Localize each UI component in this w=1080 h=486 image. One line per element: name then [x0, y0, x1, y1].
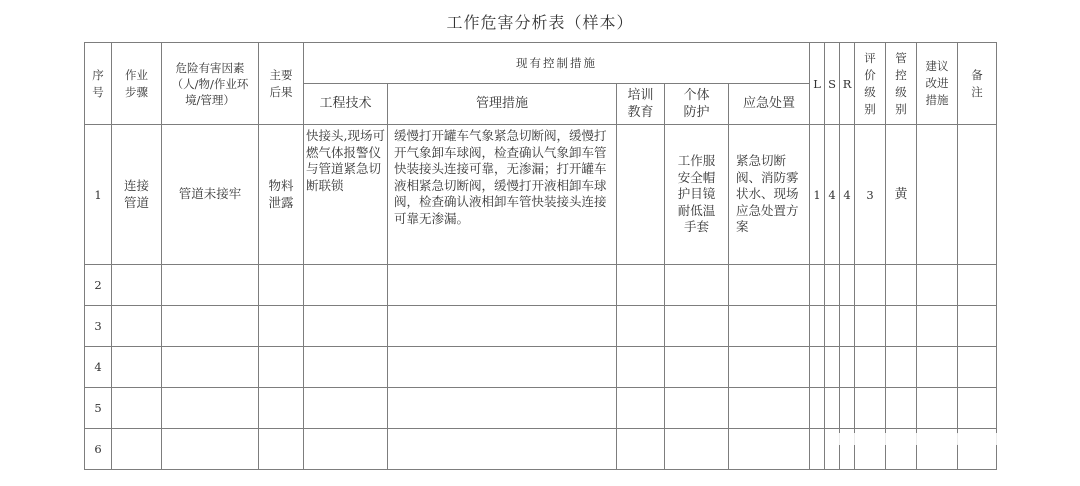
table-row — [85, 306, 997, 347]
table-row — [85, 125, 997, 265]
row-seq: 5 — [85, 388, 112, 429]
hazard-analysis-table — [84, 42, 997, 470]
table-row — [85, 388, 997, 429]
row-r: 4 — [840, 125, 855, 265]
header-consequence: 主要后果 — [259, 43, 304, 125]
header-training: 培训教育 — [617, 84, 665, 125]
header-control-level: 管控级别 — [886, 43, 917, 125]
header-rating: 评价级别 — [855, 43, 886, 125]
row-seq: 1 — [85, 125, 112, 265]
row-remarks — [958, 125, 997, 265]
header-l: L — [810, 43, 825, 125]
header-engineering: 工程技术 — [304, 84, 388, 125]
header-management: 管理措施 — [388, 84, 617, 125]
row-s: 4 — [825, 125, 840, 265]
row-training — [617, 125, 665, 265]
table-title: 工作危害分析表（样本） — [446, 13, 634, 32]
row-emergency: 紧急切断阀、消防雾状水、现场应急处置方案 — [729, 125, 810, 265]
header-s: S — [825, 43, 840, 125]
row-hazard: 管道未接牢 — [162, 125, 259, 265]
row-ppe: 工作服安全帽护目镜耐低温手套 — [665, 125, 729, 265]
row-seq: 6 — [85, 429, 112, 470]
header-seq: 序号 — [85, 43, 112, 125]
header-hazard: 危险有害因素（人/物/作业环境/管理） — [162, 43, 259, 125]
row-step: 连接管道 — [112, 125, 162, 265]
row-control-level: 黄 — [886, 125, 917, 265]
row-suggestion — [917, 125, 958, 265]
header-emergency: 应急处置 — [729, 84, 810, 125]
row-seq: 2 — [85, 265, 112, 306]
header-existing-controls: 现有控制措施 — [304, 43, 810, 84]
row-seq: 3 — [85, 306, 112, 347]
table-row — [85, 347, 997, 388]
row-rating: 3 — [855, 125, 886, 265]
header-suggestion: 建议改进措施 — [917, 43, 958, 125]
watermark-overlay — [828, 430, 1028, 448]
row-consequence: 物料泄露 — [259, 125, 304, 265]
row-engineering: 快接头,现场可燃气体报警仪与管道紧急切断联锁 — [304, 125, 388, 265]
header-remarks: 备注 — [958, 43, 997, 125]
row-management: 缓慢打开罐车气象紧急切断阀，缓慢打开气象卸车球阀，检查确认气象卸车管快装接头连接可靠，无渗漏；打开罐车液相紧急切断阀，缓慢打开液相卸车球阀，检查确认液相卸车管快装接头连接可靠无渗漏。 — [388, 125, 617, 265]
header-ppe: 个体防护 — [665, 84, 729, 125]
header-row-top — [85, 43, 997, 84]
table-row — [85, 265, 997, 306]
row-l: 1 — [810, 125, 825, 265]
header-step: 作业步骤 — [112, 43, 162, 125]
header-r: R — [840, 43, 855, 125]
row-seq: 4 — [85, 347, 112, 388]
